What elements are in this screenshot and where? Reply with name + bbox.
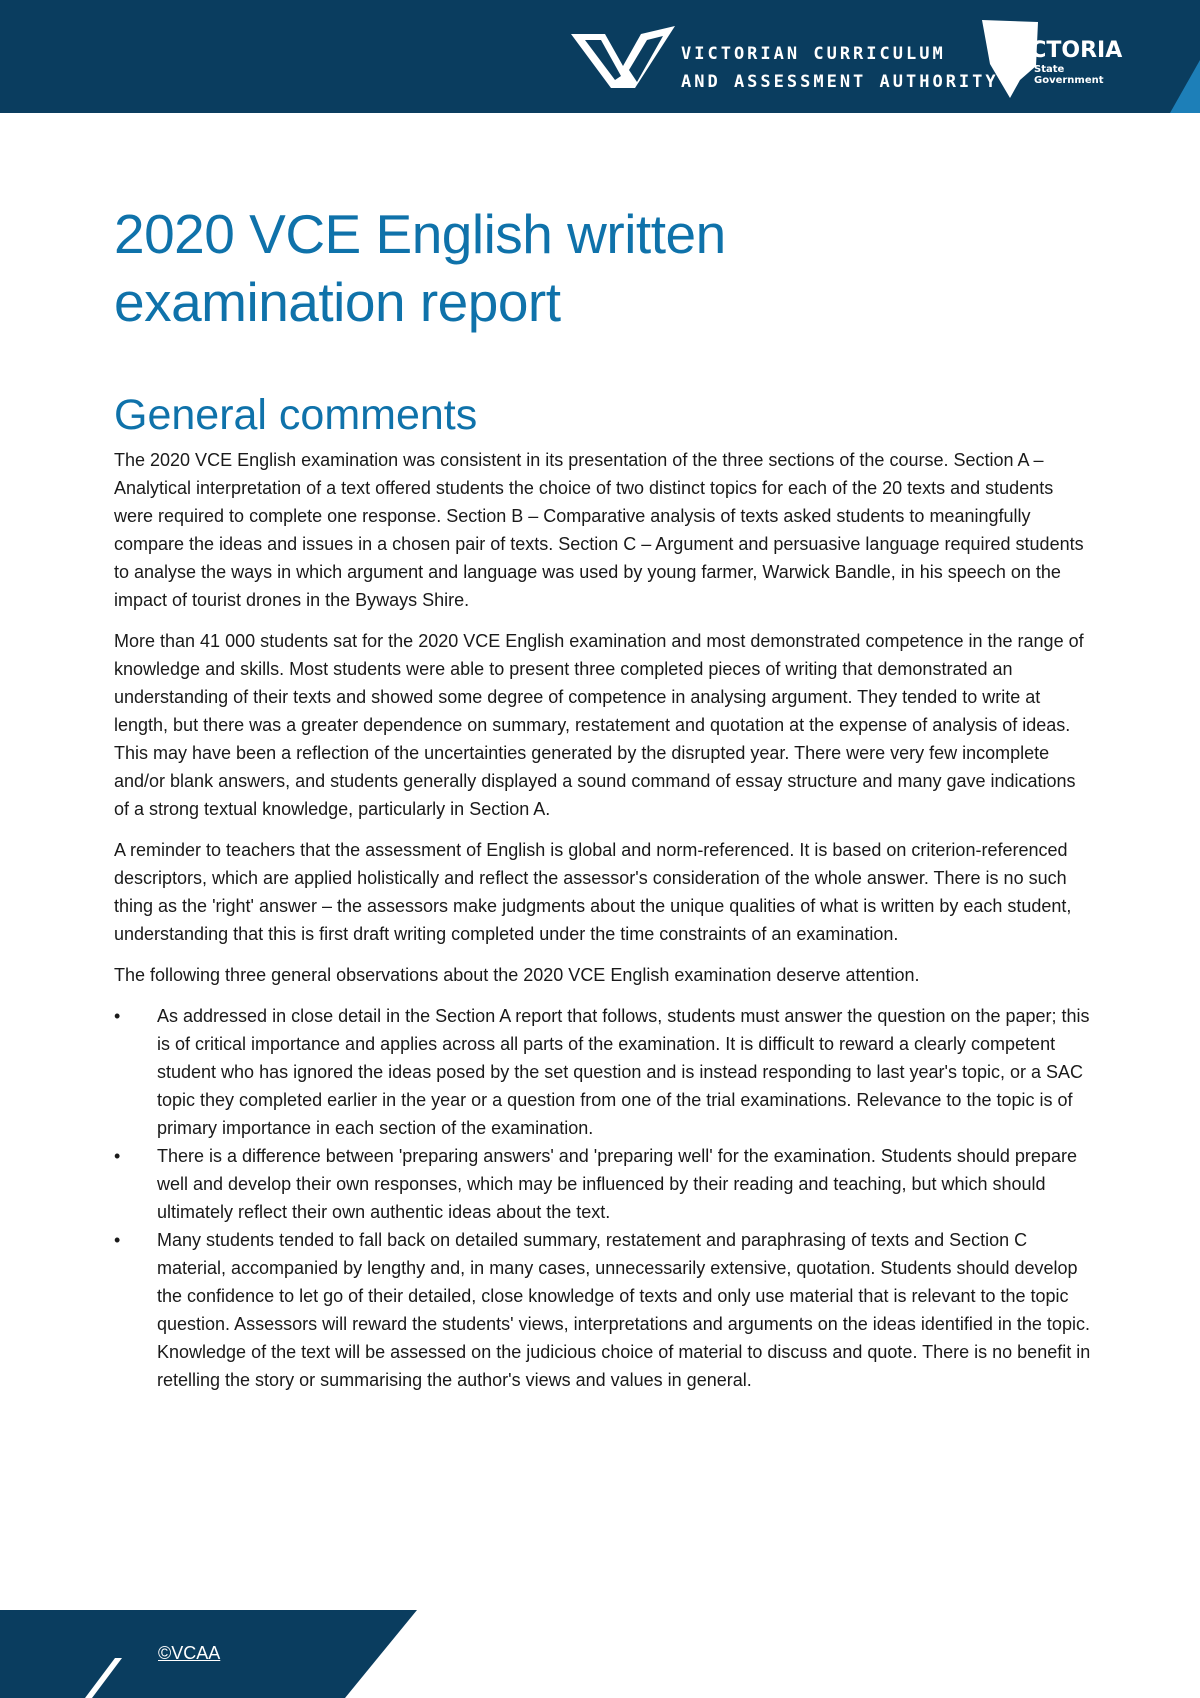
- list-item-text: There is a difference between 'preparing answers' and 'preparing well' for the examination. Students should prepare well and develop their own responses, which may be influenced by their reading and teaching, but which should ultimately reflect their own authentic ideas about the text.: [157, 1146, 1077, 1222]
- bullet-icon: •: [114, 1230, 121, 1250]
- bullet-icon: •: [114, 1146, 121, 1166]
- paragraph: A reminder to teachers that the assessment of English is global and norm-referenced. It is based on criterion-referenced descriptors, which are applied holistically and reflect the assessor's consideration of the whole answer. There is no such thing as the 'right' answer – the assessors make judgments about the unique qualities of what is written by each student, understanding that this is first draft writing completed under the time constraints of an examination.: [114, 840, 1072, 944]
- section-heading: General comments: [114, 391, 478, 439]
- paragraph: More than 41 000 students sat for the 2020 VCE English examination and most demonstrated competence in the range of knowledge and skills. Most students were able to present three completed pieces of writing that demonstrated an understanding of their texts and showed some degree of competence in analysing argument. They tended to write at length, but there was a greater dependence on summary, restatement and quotation at the expense of analysis of ideas. This may have been a reflection of the uncertainties generated by the disrupted year. There were very few incomplete and/or blank answers, and students generally displayed a sound command of essay structure and many gave indications of a strong textual knowledge, particularly in Section A.: [114, 631, 1084, 819]
- paragraph: The 2020 VCE English examination was consistent in its presentation of the three sections of the course. Section A – Analytical interpretation of a text offered students the choice of two distinct topics for each of the 20 texts and students were required to complete one response. Section B – Comparative analysis of texts asked students to meaningfully compare the ideas and issues in a chosen pair of texts. Section C – Argument and persuasive language required students to analyse the ways in which argument and language was used by young farmer, Warwick Bandle, in his speech on the impact of tourist drones in the Byways Shire.: [114, 450, 1084, 610]
- list-item-text: As addressed in close detail in the Section A report that follows, students must answer the question on the paper; this is of critical importance and applies across all parts of the examination. It is difficult to reward a clearly competent student who has ignored the ideas posed by the set question and is instead responding to last year's topic, or a SAC topic they completed earlier in the year or a question from one of the trial examinations. Relevance to the topic is of primary importance in each section of the examination.: [157, 1006, 1090, 1138]
- copyright-link[interactable]: ©VCAA: [158, 1643, 221, 1663]
- victoria-subtitle-line1: State: [1034, 64, 1065, 75]
- header-accent-stripe: [1160, 0, 1200, 113]
- list-item-text: Many students tended to fall back on detailed summary, restatement and paraphrasing of texts and Section C material, accompanied by lengthy and, in many cases, unnecessarily extensive, quotation. Students should develop the confidence to let go of their detailed, close knowledge of texts and only use material that is relevant to the topic question. Assessors will reward the students' views, interpretations and arguments on the ideas identified in the topic. Knowledge of the text will be assessed on the judicious choice of material to discuss and quote. There is no benefit in retelling the story or summarising the author's views and values in general.: [157, 1230, 1091, 1390]
- victoria-subtitle-line2: Government: [1034, 75, 1104, 86]
- org-name: [681, 40, 999, 96]
- list-item: [114, 1002, 1094, 1142]
- page-title-line1: 2020 VCE English written: [114, 203, 726, 265]
- org-name-line2: AND ASSESSMENT AUTHORITY: [681, 72, 999, 92]
- vcaa-logo-icon: [571, 26, 675, 88]
- list-item: [114, 1226, 1094, 1394]
- victoria-subtitle: [1034, 64, 1104, 86]
- org-name-line1: VICTORIAN CURRICULUM: [681, 44, 946, 64]
- header-banner: [0, 0, 1200, 113]
- victoria-wordmark: VICTORIA: [1005, 38, 1123, 63]
- list-item: [114, 1142, 1094, 1226]
- bullet-icon: •: [114, 1006, 121, 1026]
- page-title: [114, 200, 1094, 336]
- page-title-line2: examination report: [114, 271, 561, 333]
- report-body: [114, 200, 1094, 1394]
- observations-list: [114, 1002, 1094, 1394]
- paragraph: The following three general observations about the 2020 VCE English examination deserve attention.: [114, 965, 920, 985]
